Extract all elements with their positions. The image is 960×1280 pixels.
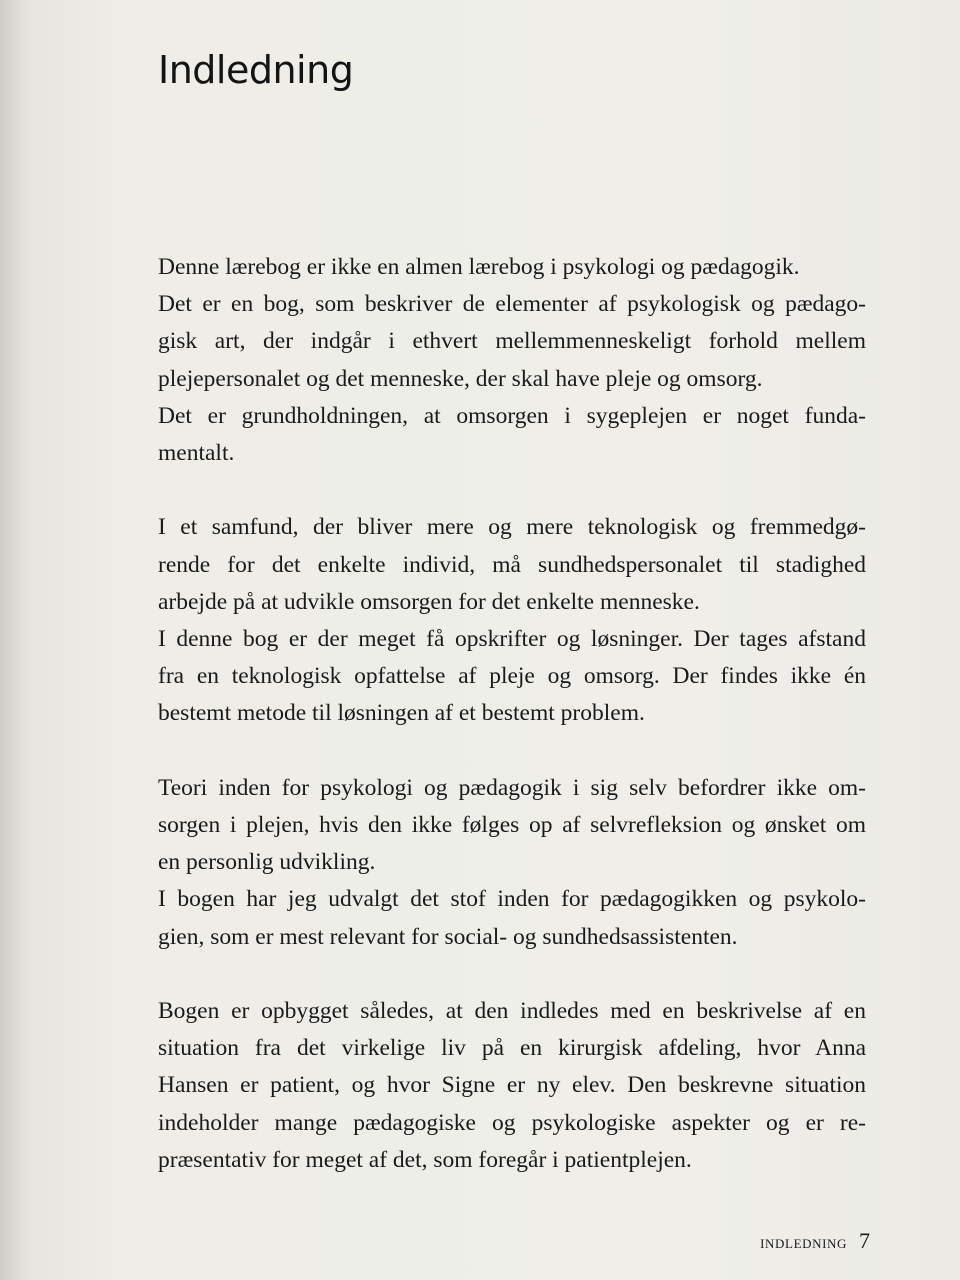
paragraph	[158, 993, 866, 1179]
text-line: I denne bog er der meget få opskrifter og løsninger. Der tages afstand	[158, 626, 866, 653]
text-line: gien, som er mest relevant for social- og sundhedsassistenten.	[158, 923, 738, 950]
paragraph	[158, 509, 866, 732]
paragraph	[158, 770, 866, 956]
text-line: Det er grundholdningen, at omsorgen i sygeplejen er noget funda-	[158, 402, 866, 429]
text-line: arbejde på at udvikle omsorgen for det enkelte menneske.	[158, 588, 700, 615]
text-line: gisk art, der indgår i ethvert mellemmenneskeligt forhold mellem	[158, 328, 866, 355]
text-line: I et samfund, der bliver mere og mere teknologisk og fremmedgø-	[158, 514, 866, 541]
text-line: bestemt metode til løsningen af et bestemt problem.	[158, 700, 645, 727]
chapter-title: Indledning	[158, 48, 354, 92]
text-line: fra en teknologisk opfattelse af pleje og omsorg. Der findes ikke én	[158, 663, 866, 690]
text-line: Det er en bog, som beskriver de elementer af psykologisk og pædago-	[158, 291, 866, 318]
text-line: sorgen i plejen, hvis den ikke følges op af selvrefleksion og ønsket om	[158, 812, 866, 839]
running-head: INDLEDNING	[760, 1236, 847, 1251]
text-line: Teori inden for psykologi og pædagogik i sig selv befordrer ikke om-	[158, 774, 866, 801]
text-line: Hansen er patient, og hvor Signe er ny elev. Den beskrevne situation	[158, 1072, 866, 1099]
text-line: indeholder mange pædagogiske og psykologiske aspekter og er re-	[158, 1109, 866, 1136]
text-line: Denne lærebog er ikke en almen lærebog i psykologi og pædagogik.	[158, 254, 800, 280]
text-line: rende for det enkelte individ, må sundhedspersonalet til stadighed	[158, 551, 866, 578]
text-line: præsentativ for meget af det, som foregår i patientplejen.	[158, 1146, 692, 1173]
text-line: mentalt.	[158, 440, 235, 467]
text-line: Bogen er opbygget således, at den indledes med en beskrivelse af en	[158, 998, 866, 1025]
chapter-body	[158, 249, 866, 1216]
page-number: 7	[859, 1228, 870, 1253]
paragraph	[158, 249, 866, 472]
text-line: situation fra det virkelige liv på en kirurgisk afdeling, hvor Anna	[158, 1035, 866, 1062]
text-line: en personlig udvikling.	[158, 849, 376, 876]
page-footer	[760, 1228, 870, 1254]
text-line: plejepersonalet og det menneske, der skal have pleje og omsorg.	[158, 365, 763, 392]
text-line: I bogen har jeg udvalgt det stof inden for pædagogikken og psykolo-	[158, 886, 866, 913]
